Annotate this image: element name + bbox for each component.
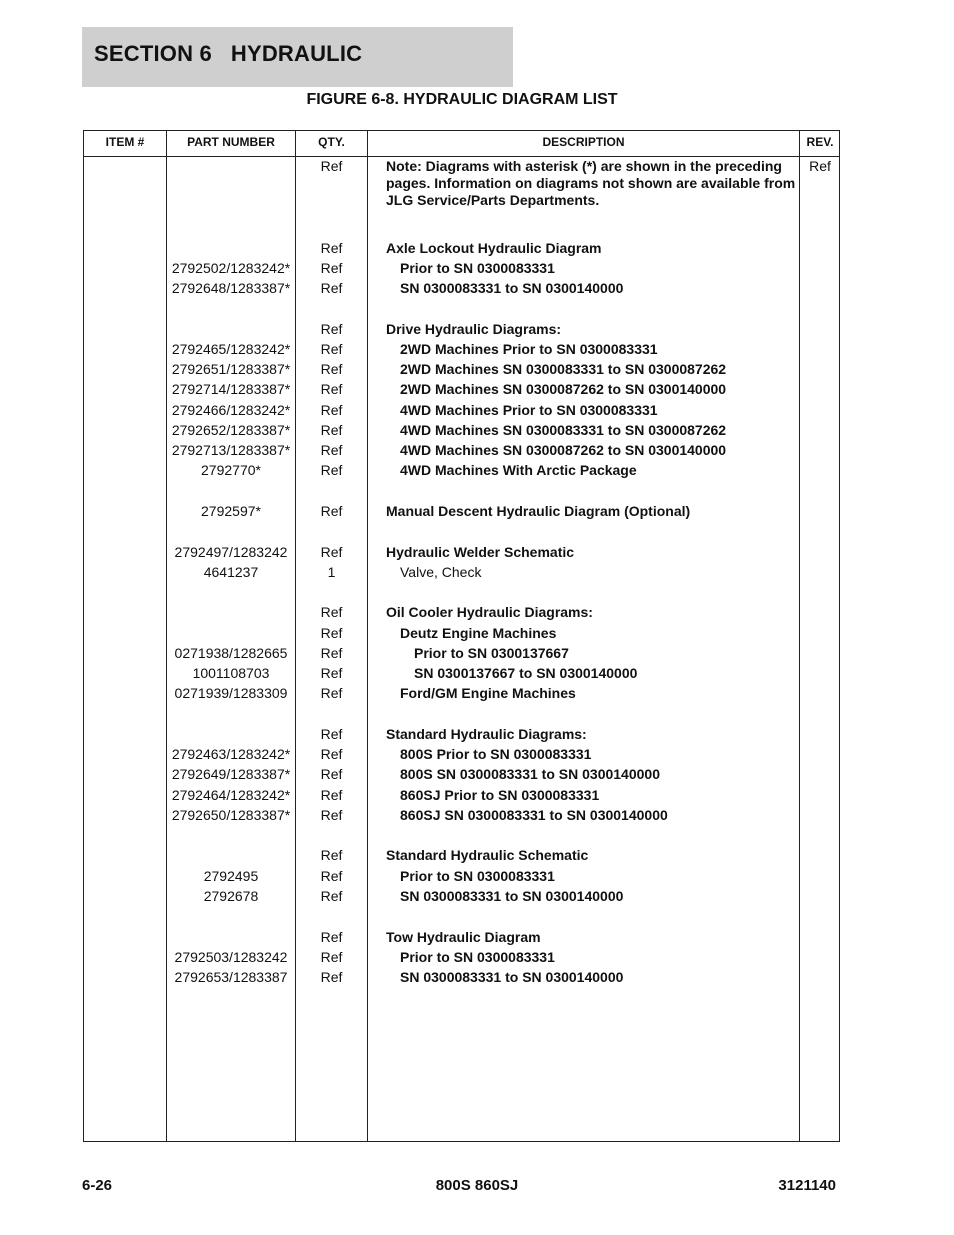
quantity: Ref: [320, 280, 343, 296]
footer-doc-number: 3121140: [778, 1177, 836, 1194]
description: SN 0300083331 to SN 0300140000: [400, 969, 624, 985]
description: Oil Cooler Hydraulic Diagrams:: [386, 604, 593, 620]
table-row: [84, 969, 839, 989]
description: Deutz Engine Machines: [400, 625, 557, 641]
quantity: Ref: [320, 969, 343, 985]
description: 4WD Machines With Arctic Package: [400, 462, 637, 478]
description: 4WD Machines SN 0300087262 to SN 0300140000: [400, 442, 727, 458]
table-row: [84, 949, 839, 969]
table-row: [84, 766, 839, 786]
quantity: Ref: [320, 604, 343, 620]
part-number: 2792652/1283387*: [171, 422, 291, 438]
quantity: Ref: [320, 807, 343, 823]
description: Drive Hydraulic Diagrams:: [386, 321, 562, 337]
description: 2WD Machines SN 0300083331 to SN 0300087262: [400, 361, 727, 377]
description: Standard Hydraulic Diagrams:: [386, 726, 587, 742]
description: 4WD Machines Prior to SN 0300083331: [400, 402, 658, 418]
part-number: 1001108703: [192, 665, 270, 681]
quantity: Ref: [320, 645, 343, 661]
quantity: Ref: [320, 381, 343, 397]
part-number: 2792466/1283242*: [171, 402, 291, 418]
description: SN 0300083331 to SN 0300140000: [400, 888, 624, 904]
quantity: Ref: [320, 544, 343, 560]
quantity: Ref: [320, 726, 343, 742]
part-number: 2792465/1283242*: [171, 341, 291, 357]
table-row: [84, 442, 839, 462]
quantity: Ref: [320, 442, 343, 458]
description: Valve, Check: [400, 564, 482, 580]
description: Axle Lockout Hydraulic Diagram: [386, 240, 602, 256]
quantity: Ref: [320, 949, 343, 965]
quantity: Ref: [320, 888, 343, 904]
table-row: [84, 260, 839, 280]
description: 4WD Machines SN 0300083331 to SN 0300087262: [400, 422, 727, 438]
table-row: [84, 868, 839, 888]
part-number: 2792464/1283242*: [171, 787, 291, 803]
parts-table: [83, 130, 840, 1142]
part-number: 2792651/1283387*: [171, 361, 291, 377]
table-row: [84, 888, 839, 908]
section-header: [82, 27, 513, 87]
description: 2WD Machines SN 0300087262 to SN 0300140000: [400, 381, 727, 397]
table-row: [84, 625, 839, 645]
header-part-number: PART NUMBER: [187, 135, 275, 149]
table-row: [84, 321, 839, 341]
table-row: [84, 847, 839, 867]
table-row: [84, 503, 839, 523]
quantity: Ref: [320, 462, 343, 478]
table-row: [84, 746, 839, 766]
description: Ford/GM Engine Machines: [400, 685, 576, 701]
part-number: 2792714/1283387*: [171, 381, 291, 397]
table-row: [84, 341, 839, 361]
table-row: [84, 240, 839, 260]
quantity: Ref: [320, 929, 343, 945]
note-qty: Ref: [320, 158, 343, 174]
description: Prior to SN 0300083331: [400, 949, 555, 965]
header-divider: [84, 156, 839, 157]
description: 860SJ SN 0300083331 to SN 0300140000: [400, 807, 668, 823]
quantity: Ref: [320, 847, 343, 863]
footer-page-number: 6-26: [82, 1177, 113, 1194]
part-number: 2792649/1283387*: [171, 766, 291, 782]
part-number: 2792648/1283387*: [171, 280, 291, 296]
description: SN 0300137667 to SN 0300140000: [414, 665, 638, 681]
table-row: [84, 685, 839, 705]
description: Hydraulic Welder Schematic: [386, 544, 575, 560]
table-row: [84, 280, 839, 300]
quantity: Ref: [320, 746, 343, 762]
quantity: Ref: [320, 422, 343, 438]
table-row: [84, 564, 839, 584]
part-number: 2792502/1283242*: [171, 260, 291, 276]
figure-title: FIGURE 6-8. HYDRAULIC DIAGRAM LIST: [306, 91, 618, 108]
header-description: DESCRIPTION: [542, 135, 625, 149]
table-row: [84, 929, 839, 949]
table-row: [84, 462, 839, 482]
part-number: 2792678: [203, 888, 259, 904]
part-number: 2792503/1283242: [174, 949, 288, 965]
quantity: Ref: [320, 665, 343, 681]
description: Prior to SN 0300083331: [400, 868, 555, 884]
section-title: SECTION 6 HYDRAULIC: [94, 41, 363, 66]
quantity: Ref: [320, 240, 343, 256]
quantity: Ref: [320, 766, 343, 782]
quantity: Ref: [320, 341, 343, 357]
description: 860SJ Prior to SN 0300083331: [400, 787, 600, 803]
description: Standard Hydraulic Schematic: [386, 847, 589, 863]
note-text: Note: Diagrams with asterisk (*) are shown in the preceding pages. Information on diagrams not shown are available from JLG Service/Parts Departments.: [386, 158, 796, 208]
table-row: [84, 544, 839, 564]
description: Tow Hydraulic Diagram: [386, 929, 541, 945]
table-row: [84, 604, 839, 624]
table-row: [84, 726, 839, 746]
quantity: Ref: [320, 625, 343, 641]
description: 800S Prior to SN 0300083331: [400, 746, 592, 762]
quantity: Ref: [320, 685, 343, 701]
table-row: [84, 807, 839, 827]
description: 2WD Machines Prior to SN 0300083331: [400, 341, 658, 357]
table-row: [84, 381, 839, 401]
part-number: 2792497/1283242: [174, 544, 288, 560]
table-row: [84, 645, 839, 665]
quantity: Ref: [320, 787, 343, 803]
quantity: Ref: [320, 361, 343, 377]
part-number: 4641237: [203, 564, 259, 580]
table-row: [84, 787, 839, 807]
description: 800S SN 0300083331 to SN 0300140000: [400, 766, 660, 782]
quantity: Ref: [320, 260, 343, 276]
part-number: 2792463/1283242*: [171, 746, 291, 762]
description: SN 0300083331 to SN 0300140000: [400, 280, 624, 296]
table-row: [84, 422, 839, 442]
quantity: Ref: [320, 402, 343, 418]
quantity: Ref: [320, 868, 343, 884]
header-rev: REV.: [806, 135, 834, 149]
quantity: 1: [327, 564, 336, 580]
table-row: [84, 402, 839, 422]
description: Prior to SN 0300137667: [414, 645, 569, 661]
table-row: [84, 361, 839, 381]
description: Prior to SN 0300083331: [400, 260, 555, 276]
part-number: 2792650/1283387*: [171, 807, 291, 823]
table-row: [84, 665, 839, 685]
part-number: 2792597*: [201, 503, 261, 519]
part-number: 2792713/1283387*: [171, 442, 291, 458]
header-qty: QTY.: [318, 135, 345, 149]
quantity: Ref: [320, 321, 343, 337]
quantity: Ref: [320, 503, 343, 519]
part-number: 0271938/1282665: [174, 645, 288, 661]
footer-model: 800S 860SJ: [435, 1177, 519, 1194]
part-number: 2792495: [203, 868, 259, 884]
part-number: 2792653/1283387: [174, 969, 288, 985]
part-number: 2792770*: [201, 462, 261, 478]
part-number: 0271939/1283309: [174, 685, 288, 701]
header-item: ITEM #: [105, 135, 145, 149]
note-rev: Ref: [809, 158, 831, 174]
description: Manual Descent Hydraulic Diagram (Optional): [386, 503, 691, 519]
